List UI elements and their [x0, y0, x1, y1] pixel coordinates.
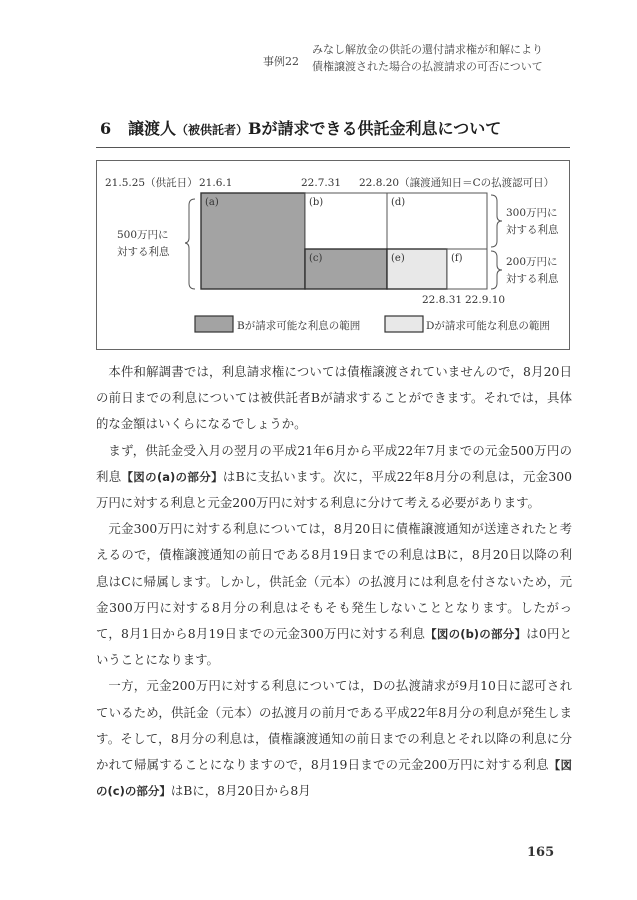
- right-label-lower-line: 対する利息: [506, 273, 559, 285]
- date-sep10: 22.9.10: [465, 294, 506, 306]
- cell-f-label: (f): [451, 253, 463, 264]
- heading-rule: [96, 147, 570, 148]
- legend-b-label: Bが請求可能な利息の範囲: [237, 320, 361, 332]
- section-title-paren: （被供託者）: [176, 123, 249, 137]
- date-start: 21.6.1: [199, 177, 233, 189]
- figure-reference: 【図の(a)の部分】: [121, 469, 223, 484]
- left-brace: [184, 199, 195, 289]
- section-heading: [100, 116, 570, 139]
- paragraph-text: まず，供託金受入月の翌月の平成21年6月から平成22年7月までの元金500万円の利息: [96, 442, 572, 484]
- date-jul31: 22.7.31: [301, 177, 342, 189]
- figure-reference: 【図の(b)の部分】: [425, 627, 527, 642]
- cell-c-label: (c): [309, 253, 323, 264]
- running-header-title: [312, 41, 543, 75]
- paragraph-text: は0円ということになります。: [96, 626, 572, 668]
- figure-reference: 【図の(c)の部分】: [96, 758, 572, 799]
- legend-d-swatch: [385, 316, 423, 332]
- paragraph-text: 一方，元金200万円に対する利息については，Dの払渡請求が9月10日に認可されているため，供託金（元本）の払渡月の前月である平成22年8月分の利息が発生します。そして，8月分の利息は，債権譲渡通知の前日までの利息とそれ以降の利息に分かれて帰属することになりますので，8月19日までの元金200万円に対する利息: [96, 678, 572, 773]
- left-label-line: 対する利息: [117, 246, 170, 258]
- cell-e-label: (e): [391, 253, 405, 264]
- right-brace-lower: [491, 251, 502, 289]
- cell-a-label: (a): [205, 197, 219, 208]
- right-label-upper-line: 対する利息: [506, 224, 559, 236]
- running-header-case: 事例22: [263, 55, 299, 68]
- right-label-upper-line: 300万円に: [506, 207, 558, 219]
- section-title-pre: 譲渡人: [128, 119, 177, 138]
- right-label-lower-line: 200万円に: [506, 256, 558, 268]
- cell-b-label: (b): [309, 197, 324, 208]
- date-notice: 22.8.20（譲渡通知日＝Cの払渡認可日）: [359, 177, 555, 189]
- date-deposit: 21.5.25（供託日）: [105, 177, 198, 189]
- section-number: 6: [100, 119, 112, 138]
- left-label-line: 500万円に: [117, 229, 169, 241]
- legend-b-swatch: [195, 316, 233, 332]
- running-header-line: みなし解放金の供託の還付請求権が和解により: [312, 43, 543, 56]
- right-brace-upper: [491, 195, 502, 247]
- interest-figure: [96, 160, 570, 350]
- legend-d-label: Dが請求可能な利息の範囲: [426, 320, 550, 332]
- paragraph-text: 本件和解調書では，利息請求権については債権譲渡されていませんので，8月20日の前日までの利息については被供託者Bが請求することができます。それでは，具体的な金額はいくらになるでしょうか。: [96, 364, 572, 432]
- paragraph: [96, 516, 572, 673]
- body-text: [96, 359, 572, 804]
- paragraph-text: 元金300万円に対する利息については，8月20日に債権譲渡通知が送達されたと考えるので，債権譲渡通知の前日である8月19日までの利息はBに，8月20日以降の利息はCに帰属します。しかし，供託金（元本）の払渡月には利息を付さないため，元金300万円に対する8月分の利息はそもそも発生しないこととなります。したがって，8月1日から8月19日までの元金300万円に対する利息: [96, 521, 572, 642]
- paragraph: [96, 359, 572, 438]
- interest-diagram: [97, 161, 571, 351]
- section-title-post: Bが請求できる供託金利息について: [248, 119, 502, 138]
- date-aug31: 22.8.31: [422, 294, 463, 306]
- paragraph-text: はBに，8月20日から8月: [170, 783, 311, 799]
- paragraph: [96, 673, 572, 804]
- running-header-line: 債権譲渡された場合の払渡請求の可否について: [312, 60, 543, 73]
- paragraph: [96, 438, 572, 517]
- page-number: 165: [527, 845, 555, 860]
- cell-d-label: (d): [391, 197, 406, 208]
- paragraph-text: はBに支払います。次に，平成22年8月分の利息は，元金300万円に対する利息と元金200万円に対する利息に分けて考える必要があります。: [96, 468, 572, 511]
